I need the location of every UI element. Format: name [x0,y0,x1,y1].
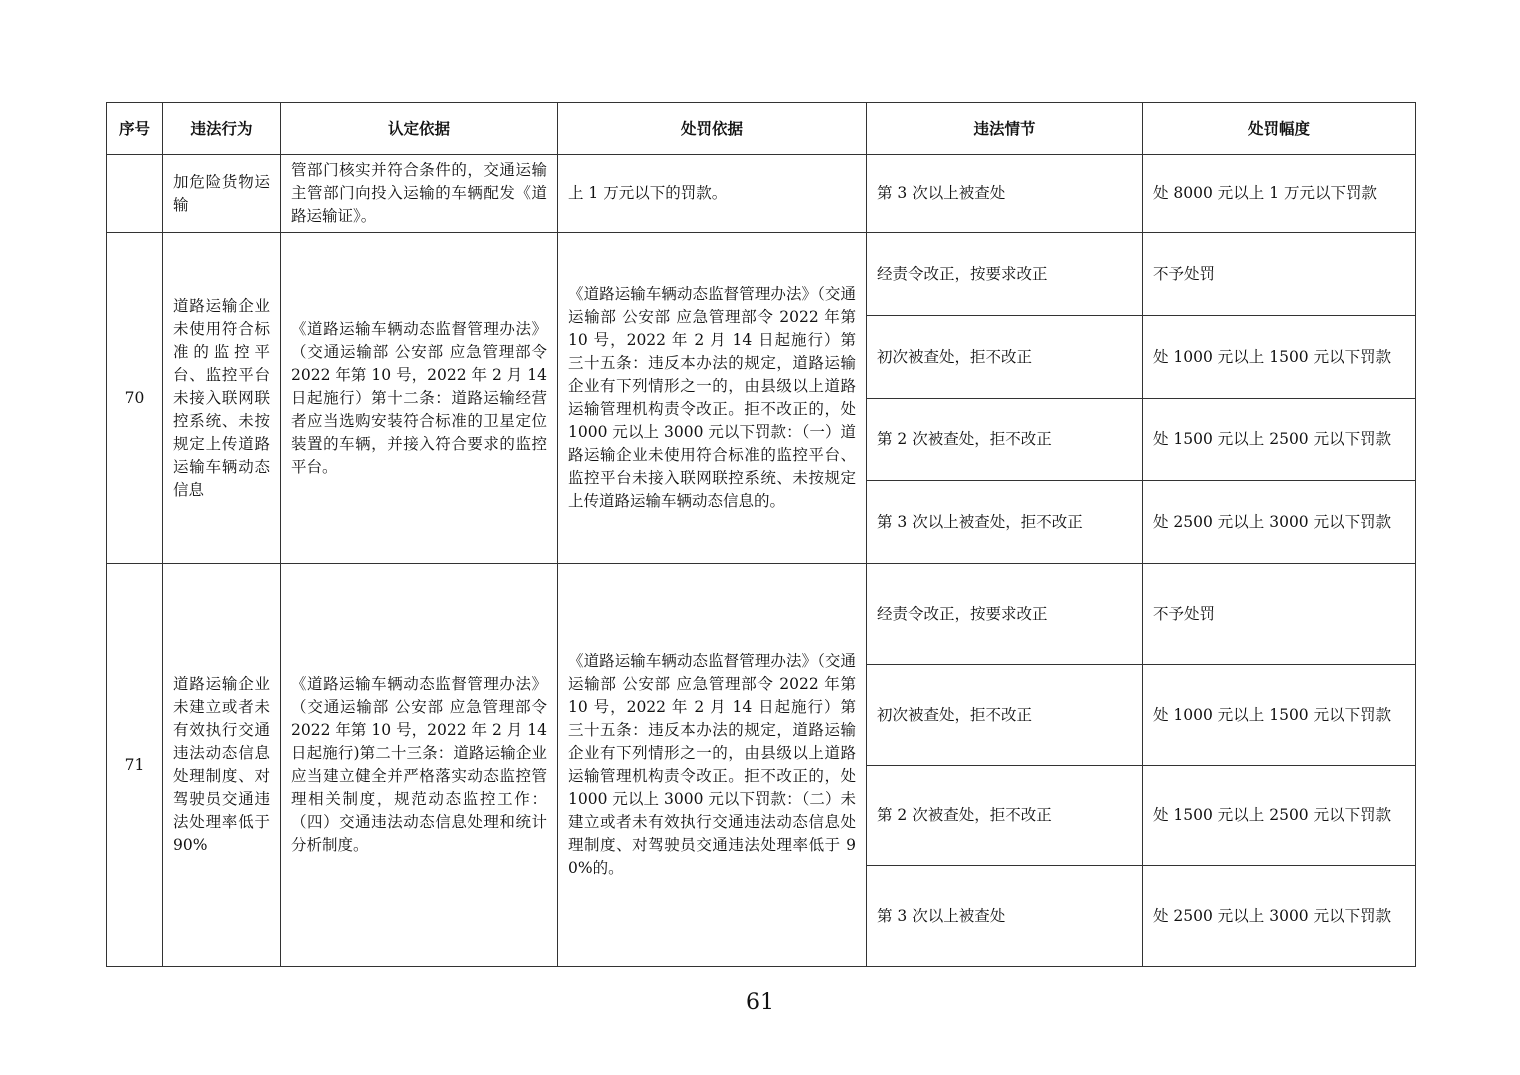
cell-circumstance: 第 3 次以上被查处 [867,866,1143,967]
cell-circumstance: 初次被查处，拒不改正 [867,665,1143,766]
table-row [107,233,1416,316]
cell-behavior: 道路运输企业未建立或者未有效执行交通违法动态信息处理制度、对驾驶员交通违法处理率低于 90% [163,564,281,967]
cell-index: 71 [107,564,163,967]
cell-range: 不予处罚 [1143,564,1416,665]
cell-range: 处 2500 元以上 3000 元以下罚款 [1143,481,1416,564]
cell-index: 70 [107,233,163,564]
cell-penalty-basis: 《道路运输车辆动态监督管理办法》（交通运输部 公安部 应急管理部令 2022 年第 10 号，2022 年 2 月 14 日起施行）第三十五条：违反本办法的规定，道路运输企业有下列情形之一的，由县级以上道路运输管理机构责令改正。拒不改正的，处 1000 元以上 3000 元以下罚款：（一）道路运输企业未使用符合标准的监控平台、监控平台未接入联网联控系统、未按规定上传道路运输车辆动态信息的。 [558,233,867,564]
cell-range: 处 1000 元以上 1500 元以下罚款 [1143,665,1416,766]
cell-basis: 管部门核实并符合条件的，交通运输主管部门向投入运输的车辆配发《道路运输证》。 [281,155,558,233]
penalty-table [106,102,1416,967]
cell-basis: 《道路运输车辆动态监督管理办法》（交通运输部 公安部 应急管理部令 2022 年第 10 号，2022 年 2 月 14 日起施行）第十二条：道路运输经营者应当选购安装符合标准的卫星定位装置的车辆，并接入符合要求的监控平台。 [281,233,558,564]
cell-range: 处 1500 元以上 2500 元以下罚款 [1143,766,1416,866]
cell-range: 处 1500 元以上 2500 元以下罚款 [1143,399,1416,481]
cell-circumstance: 经责令改正，按要求改正 [867,233,1143,316]
table-header-row [107,103,1416,155]
header-basis: 认定依据 [281,103,558,155]
table-row [107,564,1416,665]
cell-range: 处 8000 元以上 1 万元以下罚款 [1143,155,1416,233]
header-circumstance: 违法情节 [867,103,1143,155]
cell-behavior: 加危险货物运输 [163,155,281,233]
cell-range: 处 1000 元以上 1500 元以下罚款 [1143,316,1416,399]
cell-penalty-basis: 上 1 万元以下的罚款。 [558,155,867,233]
page-number: 61 [746,990,774,1015]
cell-index [107,155,163,233]
header-penalty-basis: 处罚依据 [558,103,867,155]
cell-penalty-basis: 《道路运输车辆动态监督管理办法》（交通运输部 公安部 应急管理部令 2022 年第 10 号，2022 年 2 月 14 日起施行）第三十五条：违反本办法的规定，道路运输企业有下列情形之一的，由县级以上道路运输管理机构责令改正。拒不改正的，处 1000 元以上 3000 元以下罚款：（二）未建立或者未有效执行交通违法动态信息处理制度、对驾驶员交通违法处理率低于 90%的。 [558,564,867,967]
cell-circumstance: 第 3 次以上被查处，拒不改正 [867,481,1143,564]
cell-basis: 《道路运输车辆动态监督管理办法》（交通运输部 公安部 应急管理部令 2022 年第 10 号，2022 年 2 月 14 日起施行)第二十三条：道路运输企业应当建立健全并严格落实动态监控管理相关制度，规范动态监控工作：（四）交通违法动态信息处理和统计分析制度。 [281,564,558,967]
cell-behavior: 道路运输企业未使用符合标准的监控平台、监控平台未接入联网联控系统、未按规定上传道路运输车辆动态信息 [163,233,281,564]
cell-circumstance: 第 2 次被查处，拒不改正 [867,399,1143,481]
header-index: 序号 [107,103,163,155]
cell-circumstance: 初次被查处，拒不改正 [867,316,1143,399]
table-row-continued [107,155,1416,233]
cell-circumstance: 第 3 次以上被查处 [867,155,1143,233]
cell-circumstance: 第 2 次被查处，拒不改正 [867,766,1143,866]
cell-range: 不予处罚 [1143,233,1416,316]
cell-range: 处 2500 元以上 3000 元以下罚款 [1143,866,1416,967]
header-range: 处罚幅度 [1143,103,1416,155]
header-behavior: 违法行为 [163,103,281,155]
cell-circumstance: 经责令改正，按要求改正 [867,564,1143,665]
